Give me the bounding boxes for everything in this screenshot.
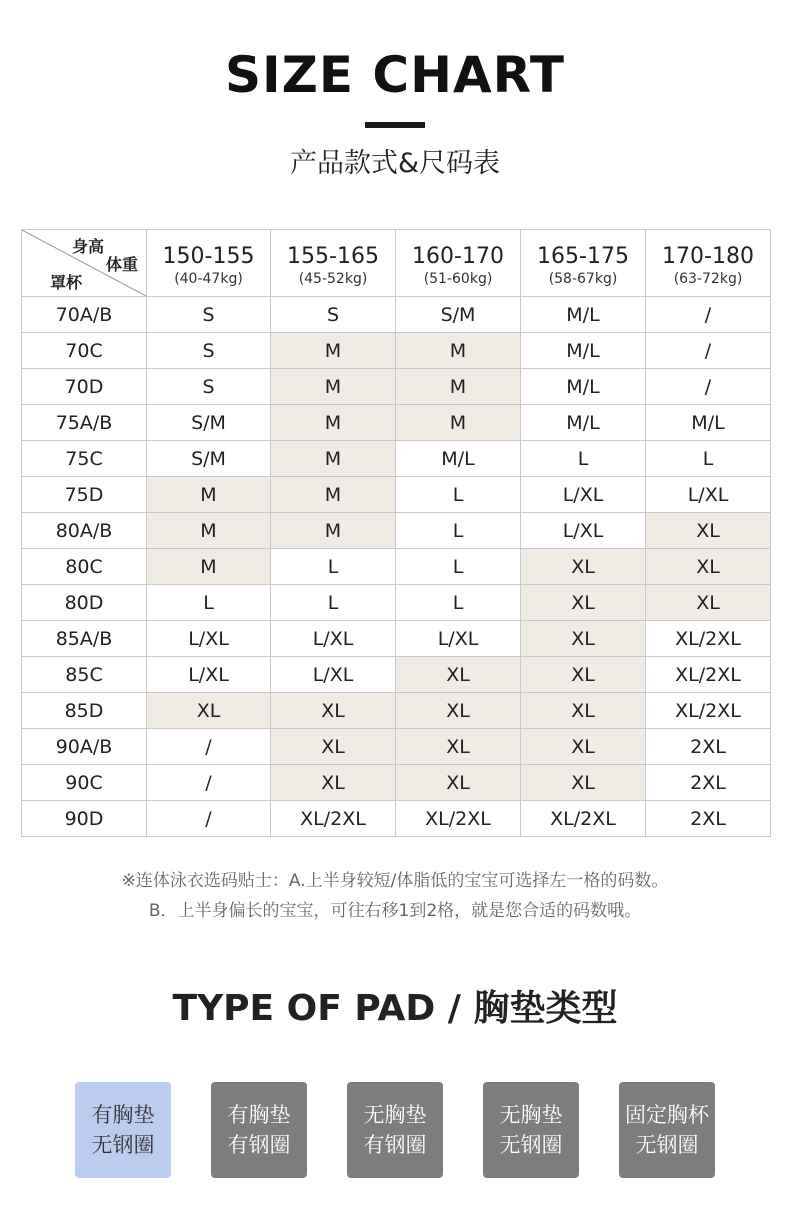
- cup-size-cell: 85A/B: [22, 621, 147, 657]
- size-cell: M: [271, 369, 396, 405]
- size-cell: L/XL: [271, 657, 396, 693]
- size-cell: L/XL: [147, 657, 271, 693]
- size-cell: M: [396, 369, 521, 405]
- size-cell: XL: [521, 585, 646, 621]
- column-height-range: 155-165: [287, 244, 379, 269]
- size-cell: L: [646, 441, 771, 477]
- table-row: [22, 405, 771, 441]
- size-cell: XL: [521, 657, 646, 693]
- size-cell: L/XL: [271, 621, 396, 657]
- size-cell: XL/2XL: [646, 621, 771, 657]
- table-row: [22, 693, 771, 729]
- size-cell: M/L: [396, 441, 521, 477]
- table-header-row: [22, 230, 771, 297]
- size-cell: L/XL: [396, 621, 521, 657]
- size-cell: XL/2XL: [646, 693, 771, 729]
- table-row: [22, 621, 771, 657]
- table-row: [22, 513, 771, 549]
- size-cell: L: [521, 441, 646, 477]
- size-cell: M/L: [521, 369, 646, 405]
- size-cell: M: [396, 333, 521, 369]
- page-subtitle: 产品款式&尺码表: [289, 148, 501, 179]
- size-cell: XL: [521, 621, 646, 657]
- size-cell: XL: [646, 549, 771, 585]
- size-cell: L: [396, 585, 521, 621]
- column-header: [396, 230, 521, 297]
- size-cell: S/M: [147, 441, 271, 477]
- column-weight-range: (40-47kg): [174, 271, 243, 287]
- size-cell: XL: [396, 693, 521, 729]
- table-row: [22, 585, 771, 621]
- pad-option-line2: 有钢圈: [227, 1133, 291, 1157]
- size-cell: S/M: [396, 297, 521, 333]
- size-cell: /: [646, 369, 771, 405]
- size-cell: XL/2XL: [646, 657, 771, 693]
- title-underline: [365, 122, 425, 128]
- size-cell: M: [271, 333, 396, 369]
- column-weight-range: (63-72kg): [673, 271, 743, 287]
- size-cell: XL/2XL: [396, 801, 521, 837]
- table-row: [22, 477, 771, 513]
- column-weight-range: (51-60kg): [423, 271, 493, 287]
- size-tip-a: ※连体泳衣选码贴士：A.上半身较短/体脂低的宝宝可选择左一格的码数。: [121, 871, 669, 891]
- pad-option-line1: 无胸垫: [499, 1103, 563, 1127]
- size-cell: XL: [521, 765, 646, 801]
- pad-option-line1: 有胸垫: [91, 1103, 155, 1127]
- cup-size-cell: 70D: [22, 369, 147, 405]
- size-cell: /: [147, 765, 271, 801]
- cup-size-cell: 75D: [22, 477, 147, 513]
- size-cell: XL: [396, 729, 521, 765]
- size-cell: M/L: [521, 297, 646, 333]
- column-height-range: 160-170: [412, 244, 504, 269]
- size-cell: L/XL: [646, 477, 771, 513]
- pad-option-line2: 无钢圈: [499, 1133, 563, 1157]
- size-cell: /: [147, 729, 271, 765]
- cup-size-cell: 85C: [22, 657, 147, 693]
- page-title: SIZE CHART: [224, 46, 566, 104]
- size-cell: L: [396, 513, 521, 549]
- size-cell: S: [271, 297, 396, 333]
- pad-option[interactable]: [619, 1082, 715, 1178]
- corner-cup-label: 罩杯: [50, 273, 83, 292]
- size-cell: M: [271, 477, 396, 513]
- pad-option-line2: 有钢圈: [363, 1133, 427, 1157]
- corner-weight-label: 体重: [105, 255, 138, 274]
- column-header: [646, 230, 771, 297]
- pad-option[interactable]: [347, 1082, 443, 1178]
- corner-header-cell: [22, 230, 147, 297]
- pad-option-line1: 有胸垫: [227, 1103, 291, 1127]
- pad-option[interactable]: [75, 1082, 171, 1178]
- size-cell: XL: [147, 693, 271, 729]
- cup-size-cell: 80C: [22, 549, 147, 585]
- size-cell: S/M: [147, 405, 271, 441]
- table-row: [22, 549, 771, 585]
- size-cell: L: [147, 585, 271, 621]
- column-header: [271, 230, 396, 297]
- cup-size-cell: 90C: [22, 765, 147, 801]
- table-row: [22, 657, 771, 693]
- size-cell: XL: [271, 729, 396, 765]
- size-cell: XL: [521, 729, 646, 765]
- table-row: [22, 333, 771, 369]
- size-cell: M/L: [521, 405, 646, 441]
- size-cell: M: [147, 549, 271, 585]
- cup-size-cell: 70A/B: [22, 297, 147, 333]
- size-cell: L: [271, 585, 396, 621]
- size-cell: M: [271, 513, 396, 549]
- table-row: [22, 801, 771, 837]
- size-cell: XL: [646, 513, 771, 549]
- column-header: [521, 230, 646, 297]
- table-row: [22, 765, 771, 801]
- size-cell: XL: [646, 585, 771, 621]
- size-cell: L/XL: [521, 513, 646, 549]
- column-height-range: 170-180: [662, 244, 754, 269]
- cup-size-cell: 75C: [22, 441, 147, 477]
- column-weight-range: (45-52kg): [298, 271, 368, 287]
- size-cell: L: [396, 549, 521, 585]
- size-cell: 2XL: [646, 729, 771, 765]
- pad-option-line1: 无胸垫: [363, 1103, 427, 1127]
- size-cell: S: [147, 333, 271, 369]
- pad-option-line1: 固定胸杯: [625, 1103, 709, 1127]
- size-cell: M: [271, 441, 396, 477]
- cup-size-cell: 75A/B: [22, 405, 147, 441]
- pad-option-line2: 无钢圈: [91, 1133, 155, 1157]
- table-row: [22, 297, 771, 333]
- size-cell: L: [396, 477, 521, 513]
- size-cell: XL: [396, 657, 521, 693]
- corner-height-label: 身高: [72, 237, 105, 256]
- table-row: [22, 441, 771, 477]
- cup-size-cell: 80A/B: [22, 513, 147, 549]
- size-cell: XL: [396, 765, 521, 801]
- size-cell: S: [147, 369, 271, 405]
- pad-option[interactable]: [483, 1082, 579, 1178]
- size-cell: L/XL: [521, 477, 646, 513]
- size-cell: L: [271, 549, 396, 585]
- table-row: [22, 729, 771, 765]
- column-height-range: 150-155: [162, 244, 255, 269]
- size-tip-b: B．上半身偏长的宝宝，可往右移1到2格，就是您合适的码数哦。: [148, 901, 642, 921]
- size-cell: XL: [271, 693, 396, 729]
- cup-size-cell: 85D: [22, 693, 147, 729]
- size-cell: XL/2XL: [271, 801, 396, 837]
- cup-size-cell: 90A/B: [22, 729, 147, 765]
- pad-option[interactable]: [211, 1082, 307, 1178]
- size-cell: XL: [521, 693, 646, 729]
- size-cell: /: [646, 333, 771, 369]
- size-cell: L/XL: [147, 621, 271, 657]
- size-cell: M: [396, 405, 521, 441]
- table-body: [22, 297, 771, 837]
- size-chart-table: [21, 229, 771, 837]
- cup-size-cell: 90D: [22, 801, 147, 837]
- size-cell: XL: [271, 765, 396, 801]
- cup-size-cell: 80D: [22, 585, 147, 621]
- size-cell: /: [147, 801, 271, 837]
- size-cell: M: [147, 513, 271, 549]
- size-cell: XL/2XL: [521, 801, 646, 837]
- size-cell: M/L: [646, 405, 771, 441]
- pad-section-title: TYPE OF PAD / 胸垫类型: [172, 988, 618, 1029]
- size-cell: XL: [521, 549, 646, 585]
- column-weight-range: (58-67kg): [548, 271, 618, 287]
- size-cell: M: [147, 477, 271, 513]
- cup-size-cell: 70C: [22, 333, 147, 369]
- size-cell: M: [271, 405, 396, 441]
- size-cell: 2XL: [646, 765, 771, 801]
- size-cell: M/L: [521, 333, 646, 369]
- table-row: [22, 369, 771, 405]
- pad-option-line2: 无钢圈: [635, 1133, 699, 1157]
- size-cell: 2XL: [646, 801, 771, 837]
- column-header: [147, 230, 271, 297]
- column-height-range: 165-175: [537, 244, 629, 269]
- size-cell: /: [646, 297, 771, 333]
- size-cell: S: [147, 297, 271, 333]
